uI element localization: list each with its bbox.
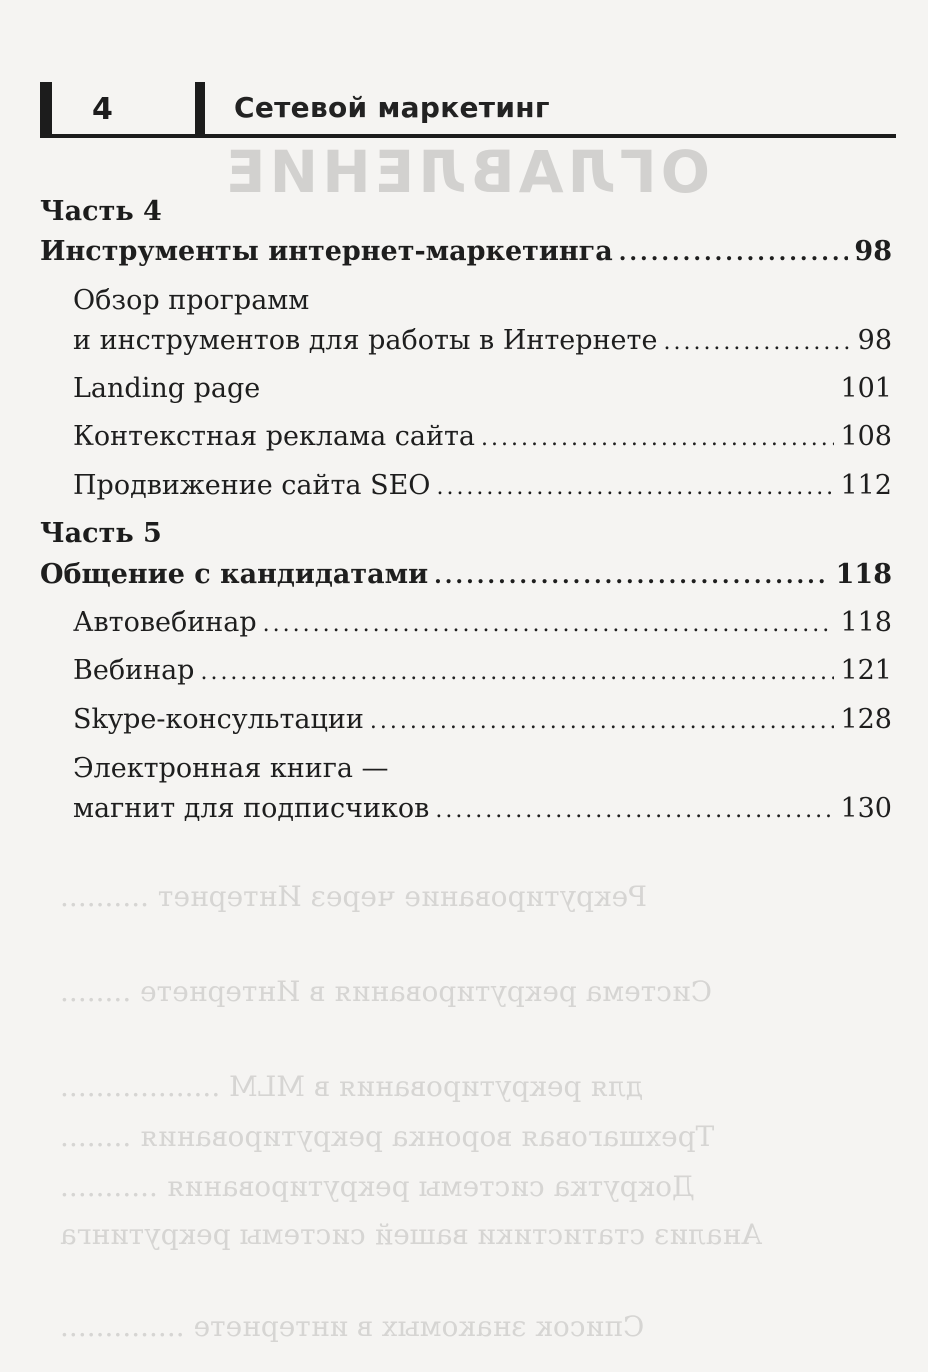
toc-entry-title: Landing page	[73, 373, 261, 404]
toc-entry	[73, 373, 892, 404]
toc-entry-title: Продвижение сайта SEO	[73, 470, 431, 501]
show-through-text: Система рекрутирования в Интернете ........	[60, 975, 712, 1008]
toc-entry-page: 121	[840, 655, 892, 686]
toc-entry	[73, 704, 892, 735]
header-bar-left	[40, 82, 52, 136]
dot-leader	[263, 612, 835, 637]
toc-entry	[73, 421, 892, 452]
dot-leader	[200, 660, 834, 685]
running-title: Сетевой маркетинг	[234, 91, 550, 124]
toc-entry-page: 98	[857, 325, 892, 356]
header-bar-divider	[195, 82, 205, 136]
toc-entry-page: 112	[840, 470, 892, 501]
toc-entry-title: Автовебинар	[73, 607, 257, 638]
dot-leader	[436, 475, 834, 500]
dot-leader	[435, 798, 834, 823]
toc-entry	[73, 655, 892, 686]
toc-entry-page: 98	[854, 236, 892, 267]
toc-entry-page: 118	[835, 559, 892, 590]
toc-entry-main	[40, 236, 892, 267]
toc-entry-title: Общение с кандидатами	[40, 559, 429, 590]
toc-entry	[73, 325, 892, 356]
toc-entry-page: 130	[840, 793, 892, 824]
dot-leader	[481, 426, 834, 451]
toc-entry-title: и инструментов для работы в Интернете	[73, 325, 658, 356]
toc-entry-page: 108	[840, 421, 892, 452]
dot-leader	[663, 330, 851, 355]
toc-entry-title: магнит для подписчиков	[73, 793, 430, 824]
dot-leader	[619, 240, 849, 266]
part-label: Часть 5	[40, 518, 162, 549]
toc-entry-page: 101	[840, 373, 892, 404]
toc-entry	[73, 607, 892, 638]
toc-entry-title: Контекстная реклама сайта	[73, 421, 476, 452]
show-through-text: Докрутка системы рекрутирования ...........	[60, 1170, 695, 1203]
toc-entry-line1: Электронная книга —	[73, 753, 389, 784]
toc-entry-title: Инструменты интернет-маркетинга	[40, 236, 613, 267]
dot-leader	[434, 563, 830, 589]
toc-entry-main	[40, 559, 892, 590]
show-through-text: Трехшаговая воронка рекрутирования ........	[60, 1120, 715, 1153]
show-through-text: Рекрутирование через Интернет ..........	[60, 880, 647, 913]
toc-entry-line1: Обзор программ	[73, 285, 310, 316]
show-through-heading: ОГЛАВЛЕНИЕ	[222, 138, 711, 206]
toc-entry-page: 118	[840, 607, 892, 638]
page-number: 4	[92, 92, 113, 127]
show-through-text: Анализ статистики вашей системы рекрутинга	[60, 1218, 763, 1251]
toc-entry-page: 128	[840, 704, 892, 735]
show-through-text: для рекрутирования в MLM ..................	[60, 1070, 643, 1103]
dot-leader	[370, 709, 835, 734]
toc-entry-title: Skype-консультации	[73, 704, 364, 735]
toc-entry	[73, 793, 892, 824]
toc-entry	[73, 470, 892, 501]
toc-entry-title: Вебинар	[73, 655, 195, 686]
header-rule	[40, 134, 896, 138]
part-label: Часть 4	[40, 196, 162, 227]
show-through-text: Список знакомых в интернете ..............	[60, 1310, 645, 1343]
running-header	[40, 82, 896, 142]
